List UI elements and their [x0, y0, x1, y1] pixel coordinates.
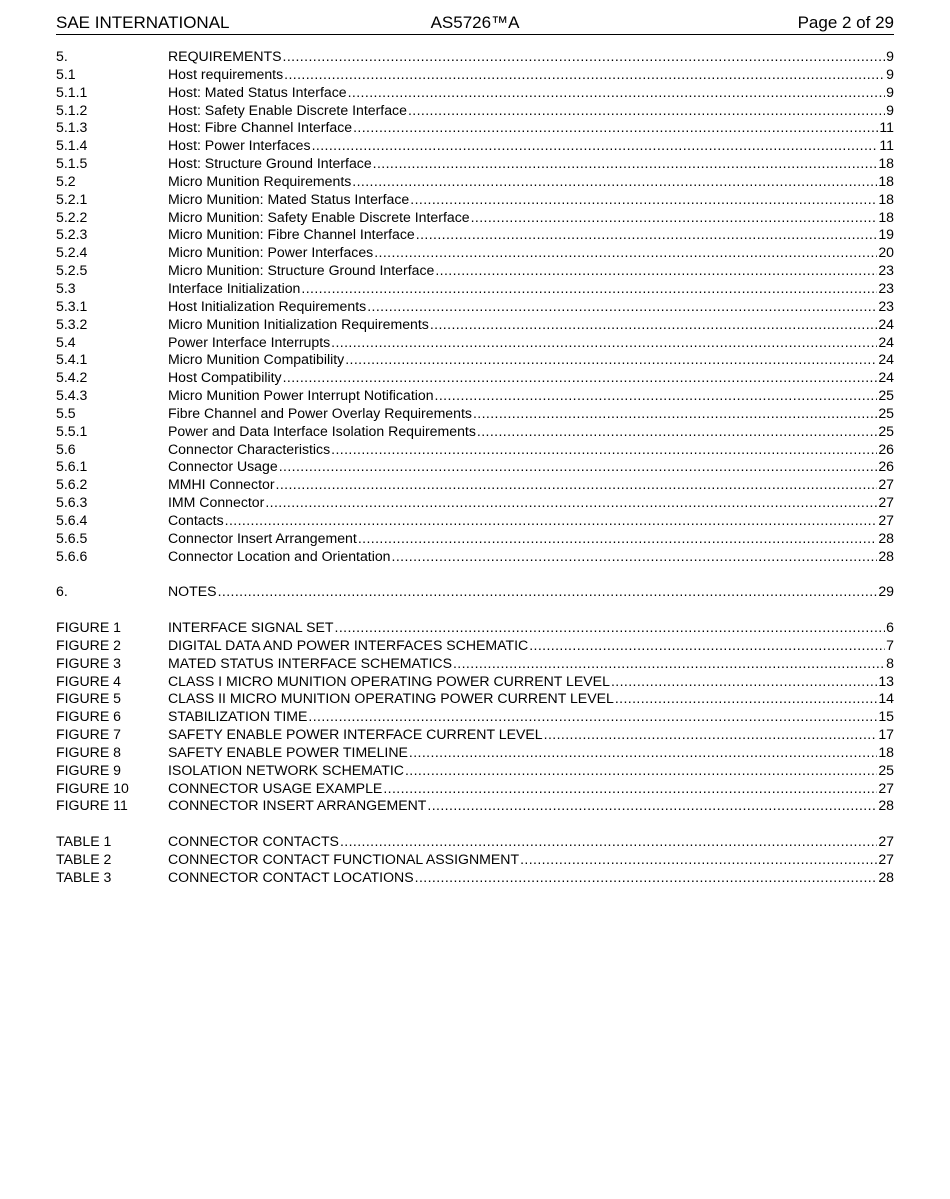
toc-entry-figure[interactable]	[56, 619, 894, 637]
toc-entry-number: 5.1.5	[56, 155, 88, 172]
toc-entry-page: 27	[878, 833, 894, 850]
toc-entry-page: 11	[879, 137, 894, 154]
toc-entry-section[interactable]	[56, 441, 894, 459]
toc-entry-number: 5.3	[56, 279, 76, 296]
toc-entry-title: Micro Munition: Safety Enable Discrete Interface	[168, 208, 470, 225]
toc-entry-number: 5.3.2	[56, 315, 88, 332]
toc-entry-figure[interactable]	[56, 780, 894, 798]
toc-entry-section[interactable]	[56, 102, 894, 120]
dot-leader	[374, 244, 877, 262]
toc-entry-page: 18	[878, 208, 894, 225]
dot-leader	[279, 458, 878, 476]
toc-entry-page: 25	[878, 761, 894, 778]
toc-entry-page: 25	[878, 404, 894, 421]
toc-entry-section[interactable]	[56, 48, 894, 66]
toc-entry-section[interactable]	[56, 334, 894, 352]
toc-entry-section[interactable]	[56, 405, 894, 423]
toc-entry-number: FIGURE 11	[56, 797, 128, 814]
toc-entry-page: 7	[886, 636, 894, 653]
toc-entry-section[interactable]	[56, 387, 894, 405]
toc-entry-number: 5.4.2	[56, 369, 88, 386]
toc-entry-section[interactable]	[56, 369, 894, 387]
toc-entry-section[interactable]	[56, 173, 894, 191]
dot-leader	[435, 262, 877, 280]
toc-entry-title: Micro Munition: Structure Ground Interface	[168, 262, 435, 279]
dot-leader	[477, 423, 877, 441]
toc-entry-title: Micro Munition: Fibre Channel Interface	[168, 226, 415, 243]
toc-entry-page: 25	[878, 387, 894, 404]
toc-entry-number: FIGURE 8	[56, 743, 121, 760]
toc-entry-title: Host Compatibility	[168, 369, 282, 386]
toc-entry-section[interactable]	[56, 119, 894, 137]
toc-entry-title: Host requirements	[168, 65, 284, 82]
toc-entry-section[interactable]	[56, 84, 894, 102]
toc-entry-number: 5.1.1	[56, 83, 88, 100]
dot-leader	[284, 66, 885, 84]
toc-entry-page: 14	[878, 690, 894, 707]
toc-entry-section[interactable]	[56, 476, 894, 494]
dot-leader	[471, 209, 878, 227]
toc-entry-section[interactable]	[56, 423, 894, 441]
dot-leader	[520, 851, 877, 869]
sections-list	[56, 48, 894, 565]
toc-entry-title: Host: Structure Ground Interface	[168, 155, 372, 172]
toc-entry-title: CLASS II MICRO MUNITION OPERATING POWER CURRENT LEVEL	[168, 690, 614, 707]
spacer	[56, 601, 894, 619]
toc-entry-page: 8	[886, 654, 894, 671]
toc-entry-section[interactable]	[56, 512, 894, 530]
toc-entry-number: TABLE 3	[56, 868, 112, 885]
toc-entry-page: 29	[878, 583, 894, 600]
toc-entry-page: 23	[878, 279, 894, 296]
dot-leader	[301, 280, 877, 298]
dot-leader	[410, 191, 877, 209]
toc-entry-section[interactable]	[56, 316, 894, 334]
toc-entry-number: 5.1.3	[56, 119, 88, 136]
toc-entry-title: REQUIREMENTS	[168, 48, 282, 64]
dot-leader	[265, 494, 877, 512]
toc-entry-title: SAFETY ENABLE POWER TIMELINE	[168, 743, 408, 760]
toc-entry-title: CONNECTOR USAGE EXAMPLE	[168, 779, 383, 796]
dot-leader	[409, 744, 877, 762]
toc-entry-number: 5.2.5	[56, 262, 88, 279]
toc-entry-page: 28	[878, 529, 894, 546]
toc-entry-page: 26	[878, 458, 894, 475]
toc-entry-number: 5.2	[56, 172, 76, 189]
toc-entry-page: 20	[878, 244, 894, 261]
toc-entry-title: Micro Munition Power Interrupt Notification	[168, 387, 434, 404]
toc-entry-title: Connector Insert Arrangement	[168, 529, 357, 546]
toc-entry-title: Micro Munition: Mated Status Interface	[168, 190, 410, 207]
toc-entry-title: Connector Usage	[168, 458, 278, 475]
toc-entry-title: Host: Fibre Channel Interface	[168, 119, 353, 136]
tables-list	[56, 833, 894, 887]
toc-entry-section[interactable]	[56, 137, 894, 155]
toc-entry-page: 27	[878, 850, 894, 867]
toc-entry-number: FIGURE 1	[56, 619, 121, 635]
dot-leader	[544, 726, 878, 744]
toc-entry-section[interactable]	[56, 226, 894, 244]
toc-entry-page: 24	[878, 369, 894, 386]
toc-entry-number: 5.2.1	[56, 190, 88, 207]
toc-entry-title: CONNECTOR CONTACT LOCATIONS	[168, 868, 414, 885]
toc-entry-page: 28	[878, 797, 894, 814]
dot-leader	[225, 512, 878, 530]
toc-entry-section[interactable]	[56, 66, 894, 84]
toc-entry-number: 5.6.1	[56, 458, 88, 475]
dot-leader	[276, 476, 878, 494]
toc-entry-page: 18	[878, 155, 894, 172]
dot-leader	[283, 369, 878, 387]
figures-list	[56, 619, 894, 815]
dot-leader	[435, 387, 878, 405]
toc-entry-number: 5.2.2	[56, 208, 88, 225]
toc-entry-title: Interface Initialization	[168, 279, 301, 296]
dot-leader	[353, 119, 878, 137]
toc-entry-number: FIGURE 10	[56, 779, 129, 796]
toc-entry-page: 23	[878, 262, 894, 279]
toc-entry-number: 5.6.6	[56, 547, 88, 564]
toc-entry-figure[interactable]	[56, 673, 894, 691]
dot-leader	[218, 583, 878, 601]
dot-leader	[345, 351, 877, 369]
toc-entry-number: FIGURE 7	[56, 726, 121, 743]
toc-entry-number: FIGURE 3	[56, 654, 121, 671]
toc-entry-page: 9	[886, 48, 894, 64]
toc-entry-title: Power and Data Interface Isolation Requirements	[168, 422, 476, 439]
toc-entry-section[interactable]	[56, 298, 894, 316]
toc-entry-title: Contacts	[168, 511, 224, 528]
toc-entry-figure[interactable]	[56, 690, 894, 708]
toc-entry-page: 24	[878, 315, 894, 332]
toc-entry-title: Host: Power Interfaces	[168, 137, 311, 154]
toc-entry-section[interactable]	[56, 191, 894, 209]
toc-entry-number: 5.6	[56, 440, 76, 457]
toc-entry-page: 27	[878, 779, 894, 796]
dot-leader	[392, 548, 878, 566]
toc-entry-title: Micro Munition Requirements	[168, 172, 352, 189]
dot-leader	[415, 869, 878, 887]
toc-entry-number: 5.3.1	[56, 297, 88, 314]
toc-entry-page: 15	[878, 708, 894, 725]
toc-entry-page: 13	[878, 672, 894, 689]
dot-leader	[611, 673, 877, 691]
dot-leader	[331, 441, 877, 459]
dot-leader	[335, 619, 886, 637]
toc-entry-page: 24	[878, 351, 894, 368]
toc-entry-title: MMHI Connector	[168, 476, 275, 493]
toc-entry-section[interactable]	[56, 548, 894, 566]
toc-entry-notes[interactable]	[56, 583, 894, 601]
toc-entry-section[interactable]	[56, 262, 894, 280]
toc-entry-figure[interactable]	[56, 797, 894, 815]
toc-entry-section[interactable]	[56, 209, 894, 227]
toc-entry-page: 26	[878, 440, 894, 457]
toc-entry-number: 5.2.3	[56, 226, 88, 243]
toc-entry-figure[interactable]	[56, 637, 894, 655]
toc-entry-number: 5.2.4	[56, 244, 88, 261]
toc-entry-title: Fibre Channel and Power Overlay Requirements	[168, 404, 472, 421]
toc-entry-page: 18	[878, 743, 894, 760]
page-header	[56, 12, 894, 35]
dot-leader	[473, 405, 877, 423]
toc-entry-number: 5.6.5	[56, 529, 88, 546]
toc-entry-title: Host: Mated Status Interface	[168, 83, 347, 100]
dot-leader	[340, 833, 877, 851]
dot-leader	[312, 137, 879, 155]
dot-leader	[373, 155, 878, 173]
toc-entry-number: 5.6.4	[56, 511, 88, 528]
toc-entry-title: Micro Munition Initialization Requirements	[168, 315, 429, 332]
toc-entry-page: 9	[886, 83, 894, 100]
toc-entry-page: 23	[878, 297, 894, 314]
toc-entry-title: INTERFACE SIGNAL SET	[168, 619, 334, 635]
toc-entry-title: Power Interface Interrupts	[168, 333, 331, 350]
dot-leader	[348, 84, 886, 102]
toc-entry-title: CONNECTOR CONTACT FUNCTIONAL ASSIGNMENT	[168, 850, 520, 867]
toc-entry-figure[interactable]	[56, 708, 894, 726]
toc-entry-title: Micro Munition: Power Interfaces	[168, 244, 374, 261]
table-of-contents	[56, 48, 894, 887]
dot-leader	[283, 48, 886, 66]
dot-leader	[408, 102, 885, 120]
toc-entry-title: CLASS I MICRO MUNITION OPERATING POWER CURRENT LEVEL	[168, 672, 610, 689]
toc-entry-number: TABLE 1	[56, 833, 112, 850]
toc-entry-section[interactable]	[56, 244, 894, 262]
toc-entry-page: 28	[878, 868, 894, 885]
toc-entry-title: Connector Characteristics	[168, 440, 331, 457]
spacer	[56, 815, 894, 833]
toc-entry-figure[interactable]	[56, 655, 894, 673]
toc-entry-number: TABLE 2	[56, 850, 112, 867]
toc-entry-number: 5.1	[56, 65, 76, 82]
dot-leader	[405, 762, 877, 780]
toc-entry-number: 5.5	[56, 404, 76, 421]
toc-entry-number: 5.4.1	[56, 351, 88, 368]
toc-entry-figure[interactable]	[56, 744, 894, 762]
dot-leader	[308, 708, 877, 726]
toc-entry-page: 19	[878, 226, 894, 243]
toc-entry-number: 5.1.2	[56, 101, 88, 118]
toc-entry-title: CONNECTOR INSERT ARRANGEMENT	[168, 797, 427, 814]
header-document-number: AS5726™A	[430, 13, 520, 32]
toc-entry-page: 11	[879, 119, 894, 136]
toc-entry-title: CONNECTOR CONTACTS	[168, 833, 339, 850]
toc-entry-title: ISOLATION NETWORK SCHEMATIC	[168, 761, 404, 778]
toc-entry-title: Host Initialization Requirements	[168, 297, 367, 314]
toc-entry-page: 18	[878, 190, 894, 207]
dot-leader	[453, 655, 885, 673]
toc-entry-table[interactable]	[56, 851, 894, 869]
toc-entry-page: 9	[886, 101, 894, 118]
toc-entry-table[interactable]	[56, 833, 894, 851]
toc-entry-number: 5.	[56, 48, 68, 64]
toc-entry-section[interactable]	[56, 458, 894, 476]
dot-leader	[383, 780, 877, 798]
toc-entry-title: Micro Munition Compatibility	[168, 351, 345, 368]
toc-entry-title: MATED STATUS INTERFACE SCHEMATICS	[168, 654, 452, 671]
toc-entry-section[interactable]	[56, 155, 894, 173]
dot-leader	[430, 316, 877, 334]
toc-entry-title: Host: Safety Enable Discrete Interface	[168, 101, 407, 118]
header-page-number: Page 2 of 29	[797, 13, 894, 32]
header-organization: SAE INTERNATIONAL	[56, 13, 230, 32]
dot-leader	[416, 226, 878, 244]
toc-entry-section[interactable]	[56, 351, 894, 369]
toc-entry-number: FIGURE 5	[56, 690, 121, 707]
toc-entry-number: 6.	[56, 583, 68, 600]
dot-leader	[529, 637, 885, 655]
dot-leader	[615, 690, 877, 708]
dot-leader	[358, 530, 878, 548]
toc-entry-number: 5.6.2	[56, 476, 88, 493]
toc-entry-number: FIGURE 9	[56, 761, 121, 778]
toc-entry-title: SAFETY ENABLE POWER INTERFACE CURRENT LEVEL	[168, 726, 543, 743]
toc-entry-number: FIGURE 6	[56, 708, 121, 725]
toc-entry-section[interactable]	[56, 280, 894, 298]
toc-entry-number: 5.5.1	[56, 422, 88, 439]
toc-entry-title: STABILIZATION TIME	[168, 708, 308, 725]
toc-entry-title: DIGITAL DATA AND POWER INTERFACES SCHEMATIC	[168, 636, 529, 653]
toc-entry-table[interactable]	[56, 869, 894, 887]
toc-entry-page: 6	[886, 619, 894, 635]
toc-entry-page: 27	[878, 476, 894, 493]
toc-entry-number: 5.6.3	[56, 494, 88, 511]
toc-entry-number: FIGURE 2	[56, 636, 121, 653]
dot-leader	[367, 298, 877, 316]
toc-entry-figure[interactable]	[56, 762, 894, 780]
toc-entry-number: 5.1.4	[56, 137, 88, 154]
toc-entry-title: Connector Location and Orientation	[168, 547, 391, 564]
toc-entry-number: 5.4	[56, 333, 76, 350]
toc-entry-page: 9	[886, 65, 894, 82]
toc-entry-section[interactable]	[56, 494, 894, 512]
dot-leader	[427, 797, 877, 815]
toc-entry-number: FIGURE 4	[56, 672, 121, 689]
dot-leader	[331, 334, 877, 352]
toc-entry-title: IMM Connector	[168, 494, 265, 511]
toc-entry-page: 28	[878, 547, 894, 564]
toc-entry-title: NOTES	[168, 583, 217, 600]
toc-entry-page: 18	[878, 172, 894, 189]
toc-entry-figure[interactable]	[56, 726, 894, 744]
toc-entry-page: 17	[878, 726, 894, 743]
toc-entry-number: 5.4.3	[56, 387, 88, 404]
spacer	[56, 565, 894, 583]
toc-entry-page: 27	[878, 511, 894, 528]
toc-entry-page: 25	[878, 422, 894, 439]
toc-entry-section[interactable]	[56, 530, 894, 548]
toc-entry-page: 24	[878, 333, 894, 350]
toc-entry-page: 27	[878, 494, 894, 511]
dot-leader	[352, 173, 877, 191]
